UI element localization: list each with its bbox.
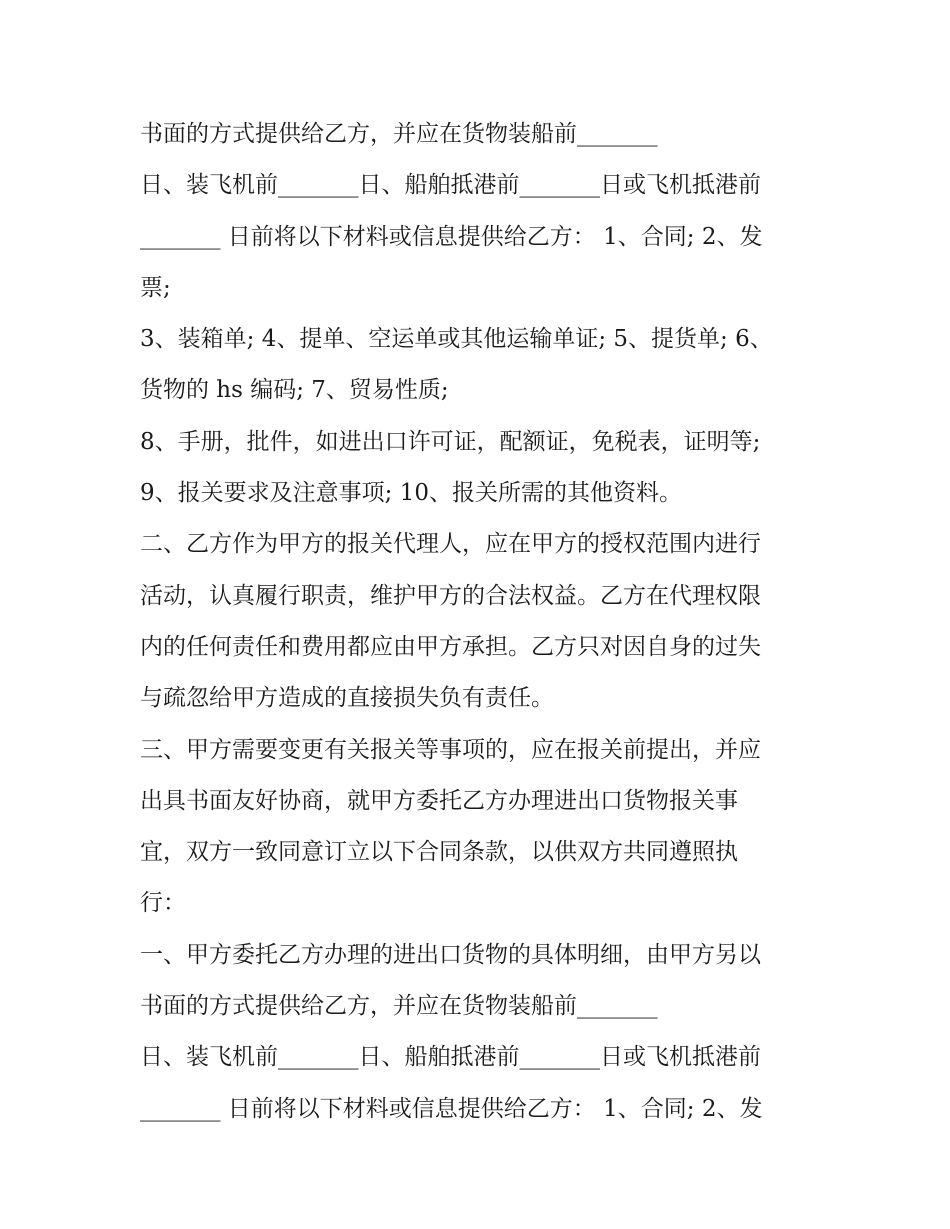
text-line-8: 9、报关要求及注意事项; 10、报关所需的其他资料。 (140, 480, 682, 507)
text-line-2: 日、装飞机前_______日、船舶抵港前_______日或飞机抵港前 (140, 172, 761, 199)
text-line-1: 书面的方式提供给乙方，并应在货物装船前_______ (140, 121, 658, 147)
text-line-18: 书面的方式提供给乙方，并应在货物装船前_______ (140, 993, 658, 1020)
text-line-16: 行： (140, 890, 186, 917)
text-line-3: _______ 日前将以下材料或信息提供给乙方： 1、合同; 2、发 (140, 223, 763, 250)
document-body (140, 109, 820, 1135)
text-line-9: 二、乙方作为甲方的报关代理人，应在甲方的授权范围内进行 (140, 531, 761, 558)
text-line-13: 三、甲方需要变更有关报关等事项的，应在报关前提出，并应 (140, 736, 761, 763)
text-line-11: 内的任何责任和费用都应由甲方承担。乙方只对因自身的过失 (140, 633, 761, 660)
text-line-6: 货物的 hs 编码; 7、贸易性质; (140, 377, 449, 404)
text-line-17: 一、甲方委托乙方办理的进出口货物的具体明细，由甲方另以 (140, 941, 761, 968)
text-line-5: 3、装箱单; 4、提单、空运单或其他运输单证; 5、提货单; 6、 (140, 326, 773, 353)
text-line-10: 活动，认真履行职责，维护甲方的合法权益。乙方在代理权限 (140, 582, 761, 609)
text-line-12: 与疏忽给甲方造成的直接损失负有责任。 (140, 685, 554, 712)
text-line-15: 宜，双方一致同意订立以下合同条款，以供双方共同遵照执 (140, 839, 738, 866)
text-line-20: _______ 日前将以下材料或信息提供给乙方： 1、合同; 2、发 (140, 1095, 763, 1122)
text-line-4: 票; (140, 274, 171, 301)
text-line-14: 出具书面友好协商，就甲方委托乙方办理进出口货物报关事 (140, 787, 738, 814)
text-line-7: 8、手册，批件，如进出口许可证，配额证，免税表，证明等; (140, 428, 761, 455)
text-line-19: 日、装飞机前_______日、船舶抵港前_______日或飞机抵港前 (140, 1044, 761, 1071)
